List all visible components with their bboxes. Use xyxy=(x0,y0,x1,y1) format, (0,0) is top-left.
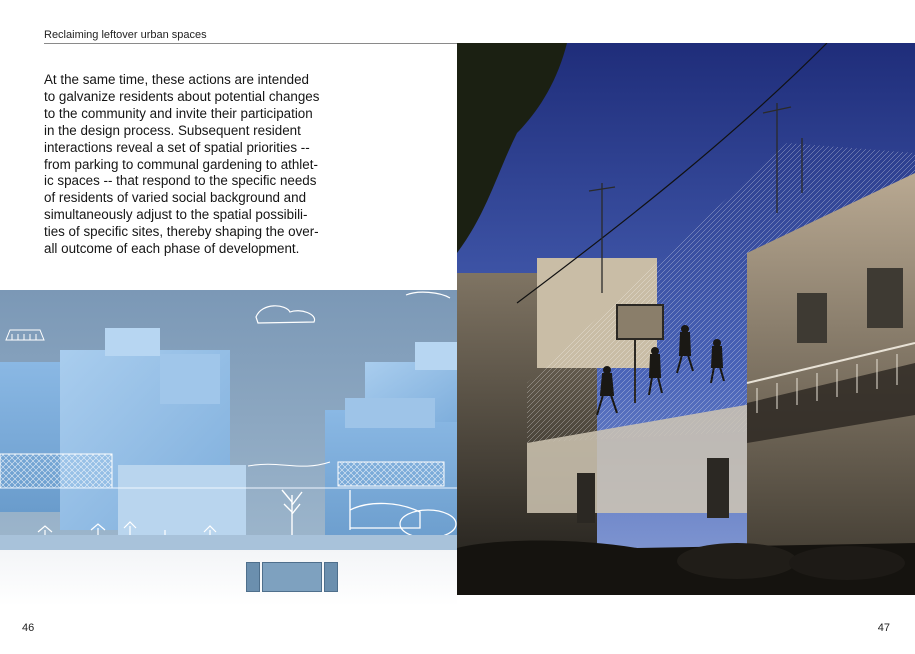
street-illustration xyxy=(457,43,915,595)
header-rule xyxy=(44,43,457,44)
page-number-left: 46 xyxy=(22,622,35,634)
model-photo xyxy=(0,290,457,550)
model-illustration xyxy=(0,290,457,550)
model-detail-thumbnail xyxy=(262,562,322,592)
page-number-right: 47 xyxy=(877,622,890,634)
running-head: Reclaiming leftover urban spaces xyxy=(44,29,207,41)
model-base-strip xyxy=(0,550,457,606)
body-paragraph: At the same time, these actions are intended to galvanize residents about potential changes to the community and invite their participation in the design process. Subsequent resident interactions reveal a set of spatial priorities -- from parking to communal gardening to athlet- ic spaces -- that respond to the specific needs of residents of varied social background and simultaneously adjust to the spatial possibili- ties of specific sites, thereby shaping the over- all outcome of each phase of development. xyxy=(44,72,320,257)
model-detail-thumbnail xyxy=(324,562,338,592)
model-detail-thumbnail xyxy=(246,562,260,592)
street-photo xyxy=(457,43,915,595)
